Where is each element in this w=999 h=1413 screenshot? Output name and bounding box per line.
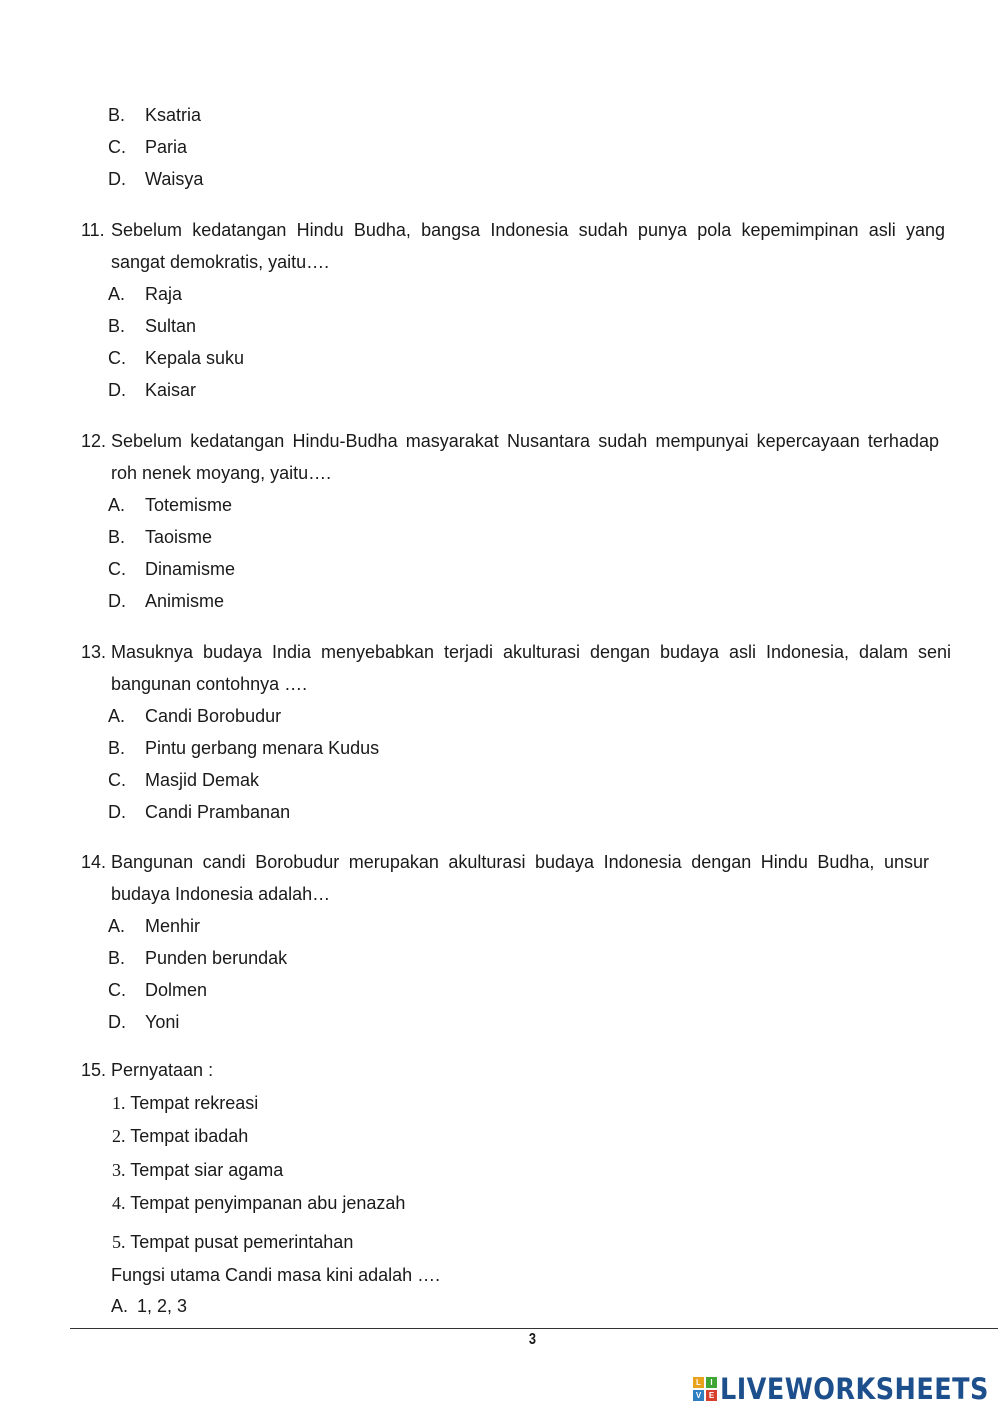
- statement-text: Tempat penyimpanan abu jenazah: [130, 1193, 406, 1213]
- option-text: 1, 2, 3: [137, 1296, 188, 1316]
- option-text: Animisme: [145, 591, 225, 611]
- question-14: [81, 846, 929, 910]
- question-text: Masuknya budaya India menyebabkan terjadi akulturasi dengan budaya asli Indonesia, dalam seni bangunan contohnya ….: [111, 642, 951, 694]
- statement-1: [112, 1092, 258, 1114]
- liveworksheets-brand: LIVEWORKSHEETS: [720, 1372, 989, 1406]
- option-letter: D.: [108, 1012, 126, 1032]
- option-text: Paria: [145, 137, 188, 157]
- statement-text: Tempat rekreasi: [130, 1093, 259, 1113]
- option-letter: D.: [108, 591, 126, 611]
- statement-4: [112, 1192, 405, 1214]
- statement-5: [112, 1231, 353, 1253]
- option-text: Masjid Demak: [145, 770, 260, 790]
- option-letter: A.: [108, 284, 126, 304]
- option-letter: D.: [108, 802, 126, 822]
- option-letter: B.: [108, 105, 126, 125]
- option-text: Pintu gerbang menara Kudus: [145, 738, 380, 758]
- option-text: Candi Borobudur: [145, 706, 282, 726]
- question-15-intro: Pernyataan :: [111, 1060, 214, 1080]
- option-letter: D.: [108, 169, 126, 189]
- statement-text: Tempat ibadah: [130, 1126, 249, 1146]
- option-letter: C.: [108, 137, 126, 157]
- question-number: 14.: [81, 852, 107, 872]
- question-number: 11.: [81, 220, 105, 240]
- option-text: Punden berundak: [145, 948, 288, 968]
- option-text: Kepala suku: [145, 348, 245, 368]
- statement-number: 3.: [112, 1160, 126, 1180]
- option-text: Taoisme: [145, 527, 213, 547]
- question-text: Bangunan candi Borobudur merupakan akulturasi budaya Indonesia dengan Hindu Budha, unsur budaya Indonesia adalah…: [111, 852, 929, 904]
- statement-number: 2.: [112, 1126, 126, 1146]
- liveworksheets-logo-icon: L I V E: [693, 1377, 717, 1401]
- option-text: Ksatria: [145, 105, 202, 125]
- option-text: Sultan: [145, 316, 197, 336]
- question-15-number: 15.: [81, 1060, 107, 1080]
- option-letter: C.: [108, 348, 126, 368]
- option-text: Dinamisme: [145, 559, 236, 579]
- statement-text: Tempat siar agama: [130, 1160, 284, 1180]
- option-letter: C.: [108, 980, 126, 1000]
- page-number: 3: [528, 1331, 537, 1348]
- option-text: Raja: [145, 284, 183, 304]
- option-letter: B.: [108, 738, 126, 758]
- option-letter: B.: [108, 316, 126, 336]
- option-letter: D.: [108, 380, 126, 400]
- footer-divider: [70, 1328, 998, 1329]
- option-letter: A.: [108, 916, 126, 936]
- option-text: Candi Prambanan: [145, 802, 291, 822]
- question-text: Sebelum kedatangan Hindu-Budha masyarakat Nusantara sudah mempunyai kepercayaan terhadap roh nenek moyang, yaitu….: [111, 431, 939, 483]
- option-text: Kaisar: [145, 380, 197, 400]
- question-number: 13.: [81, 642, 107, 662]
- statement-number: 4.: [112, 1193, 126, 1213]
- liveworksheets-logo: [693, 1374, 999, 1404]
- option-letter: A.: [108, 706, 126, 726]
- option-text: Yoni: [145, 1012, 180, 1032]
- option-text: Waisya: [145, 169, 204, 189]
- option-a-q15[interactable]: [111, 1295, 187, 1317]
- question-13: [81, 636, 951, 700]
- option-letter: C.: [108, 559, 126, 579]
- statement-3: [112, 1159, 283, 1181]
- option-text: Totemisme: [145, 495, 233, 515]
- statement-number: 1.: [112, 1093, 126, 1113]
- option-text: Dolmen: [145, 980, 208, 1000]
- question-12: [81, 425, 939, 489]
- statement-2: [112, 1125, 248, 1147]
- question-text: Sebelum kedatangan Hindu Budha, bangsa Indonesia sudah punya pola kepemimpinan asli yang sangat demokratis, yaitu….: [111, 220, 945, 272]
- option-letter: B.: [108, 948, 126, 968]
- question-number: 12.: [81, 431, 107, 451]
- option-letter: A.: [108, 495, 126, 515]
- statement-number: 5.: [112, 1232, 126, 1252]
- question-11: [81, 214, 945, 278]
- statement-text: Tempat pusat pemerintahan: [130, 1232, 354, 1252]
- option-letter: B.: [108, 527, 126, 547]
- option-text: Menhir: [145, 916, 201, 936]
- option-letter: C.: [108, 770, 126, 790]
- question-15-prompt: Fungsi utama Candi masa kini adalah ….: [111, 1265, 441, 1285]
- option-letter: A.: [111, 1296, 129, 1316]
